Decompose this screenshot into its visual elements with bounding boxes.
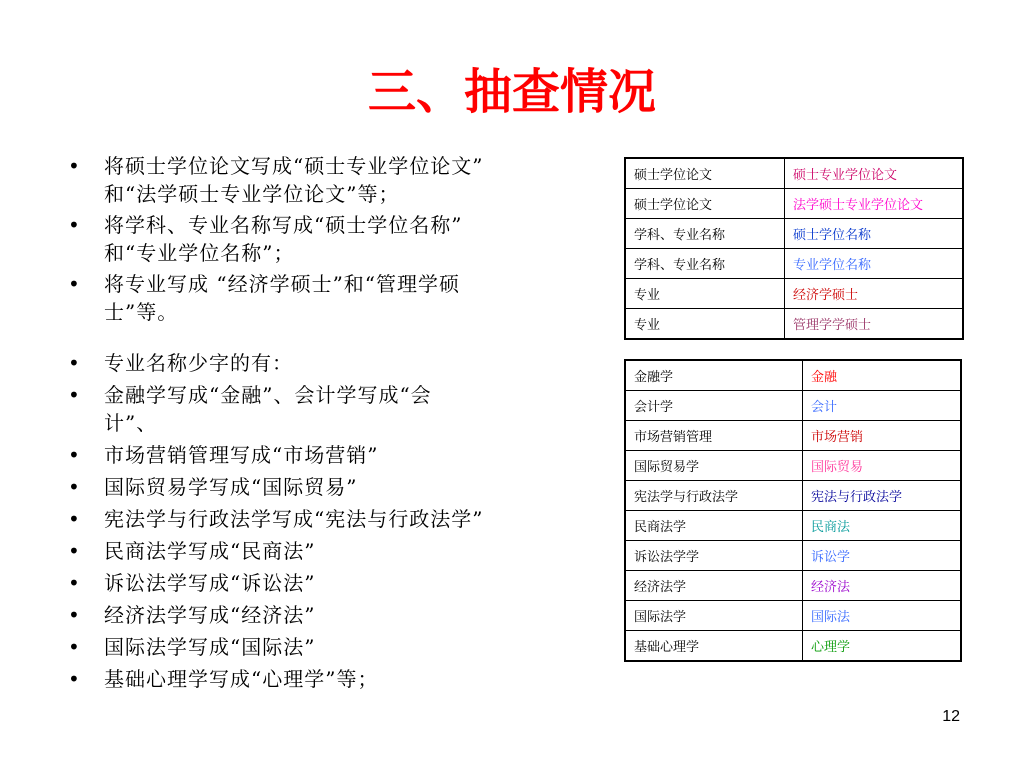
bullet-dot: • [68, 475, 81, 499]
bullet-text-line: 将专业写成 “经济学硕士”和“管理学硕 [104, 272, 461, 296]
bullet-dot: • [68, 667, 81, 691]
bullet-item [60, 381, 600, 437]
bullet-text-line: 基础心理学写成“心理学”等； [104, 667, 379, 691]
bullet-text-line: 民商法学写成“民商法” [104, 539, 316, 563]
page-number: 12 [942, 708, 960, 725]
bullet-dot: • [68, 213, 81, 237]
table-row [625, 481, 961, 511]
bullet-text-line: 国际贸易学写成“国际贸易” [104, 475, 358, 499]
correct-name-cell: 诉讼法学学 [625, 541, 803, 571]
correct-name-cell: 硕士学位论文 [625, 189, 785, 219]
wrong-name-cell: 专业学位名称 [785, 249, 964, 279]
wrong-name-cell: 硕士专业学位论文 [785, 158, 964, 189]
wrong-name-cell: 国际法 [803, 601, 962, 631]
table-row [625, 541, 961, 571]
bullet-text-line: 金融学写成“金融”、会计学写成“会 [104, 383, 432, 407]
bullet-item [60, 633, 600, 661]
table-row [625, 219, 963, 249]
correct-name-cell: 学科、专业名称 [625, 219, 785, 249]
wrong-name-cell: 宪法与行政法学 [803, 481, 962, 511]
bullet-dot: • [68, 351, 81, 375]
bullet-text-line: 将学科、专业名称写成“硕士学位名称” [104, 213, 463, 237]
correct-name-cell: 国际贸易学 [625, 451, 803, 481]
correct-name-cell: 会计学 [625, 391, 803, 421]
bullet-item [60, 211, 600, 267]
correct-name-cell: 市场营销管理 [625, 421, 803, 451]
table-row [625, 158, 963, 189]
bullet-list-top [60, 152, 600, 329]
wrong-name-cell: 经济学硕士 [785, 279, 964, 309]
table-row [625, 309, 963, 340]
correct-name-cell: 国际法学 [625, 601, 803, 631]
table-row [625, 249, 963, 279]
table-row [625, 279, 963, 309]
bullet-dot: • [68, 443, 81, 467]
bullet-item [60, 505, 600, 533]
correct-name-cell: 学科、专业名称 [625, 249, 785, 279]
wrong-name-cell: 国际贸易 [803, 451, 962, 481]
bullet-text-line: 和“专业学位名称”； [104, 241, 295, 265]
correct-name-cell: 专业 [625, 279, 785, 309]
table-row [625, 601, 961, 631]
bullet-dot: • [68, 571, 81, 595]
bullet-item [60, 601, 600, 629]
table-row [625, 511, 961, 541]
bullet-text-line: 国际法学写成“国际法” [104, 635, 316, 659]
bullet-text-line: 宪法学与行政法学写成“宪法与行政法学” [104, 507, 484, 531]
bullet-item [60, 441, 600, 469]
wrong-name-cell: 法学硕士专业学位论文 [785, 189, 964, 219]
correct-name-cell: 经济法学 [625, 571, 803, 601]
wrong-name-cell: 会计 [803, 391, 962, 421]
bullet-text-line: 经济法学写成“经济法” [104, 603, 316, 627]
degree-name-table [624, 157, 964, 340]
bullet-item [60, 152, 600, 208]
table-row [625, 189, 963, 219]
correct-name-cell: 硕士学位论文 [625, 158, 785, 189]
table-row [625, 421, 961, 451]
wrong-name-cell: 市场营销 [803, 421, 962, 451]
bullet-item [60, 473, 600, 501]
table-row [625, 631, 961, 662]
major-name-table [624, 359, 962, 662]
table-row [625, 451, 961, 481]
bullet-list-bottom [60, 349, 600, 697]
correct-name-cell: 专业 [625, 309, 785, 340]
bullet-text-line: 计”、 [104, 411, 158, 435]
bullet-dot: • [68, 272, 81, 296]
wrong-name-cell: 经济法 [803, 571, 962, 601]
wrong-name-cell: 管理学学硕士 [785, 309, 964, 340]
table-row [625, 571, 961, 601]
table-row [625, 391, 961, 421]
bullet-text-line: 和“法学硕士专业学位论文”等； [104, 182, 400, 206]
correct-name-cell: 基础心理学 [625, 631, 803, 662]
bullet-dot: • [68, 539, 81, 563]
bullet-text-line: 诉讼法学写成“诉讼法” [104, 571, 316, 595]
bullet-text-line: 专业名称少字的有： [104, 351, 293, 375]
bullet-item [60, 665, 600, 693]
bullet-item [60, 270, 600, 326]
bullet-item [60, 537, 600, 565]
correct-name-cell: 宪法学与行政法学 [625, 481, 803, 511]
correct-name-cell: 金融学 [625, 360, 803, 391]
table-row [625, 360, 961, 391]
wrong-name-cell: 金融 [803, 360, 962, 391]
correct-name-cell: 民商法学 [625, 511, 803, 541]
bullet-item [60, 569, 600, 597]
wrong-name-cell: 民商法 [803, 511, 962, 541]
wrong-name-cell: 硕士学位名称 [785, 219, 964, 249]
bullet-dot: • [68, 154, 81, 178]
wrong-name-cell: 心理学 [803, 631, 962, 662]
slide-title: 三、抽查情况 [367, 64, 656, 120]
bullet-text-line: 将硕士学位论文写成“硕士专业学位论文” [104, 154, 484, 178]
bullet-item [60, 349, 600, 377]
bullet-text-line: 市场营销管理写成“市场营销” [104, 443, 379, 467]
bullet-text-line: 士”等。 [104, 300, 179, 324]
wrong-name-cell: 诉讼学 [803, 541, 962, 571]
bullet-dot: • [68, 507, 81, 531]
bullet-dot: • [68, 603, 81, 627]
bullet-dot: • [68, 383, 81, 407]
bullet-dot: • [68, 635, 81, 659]
